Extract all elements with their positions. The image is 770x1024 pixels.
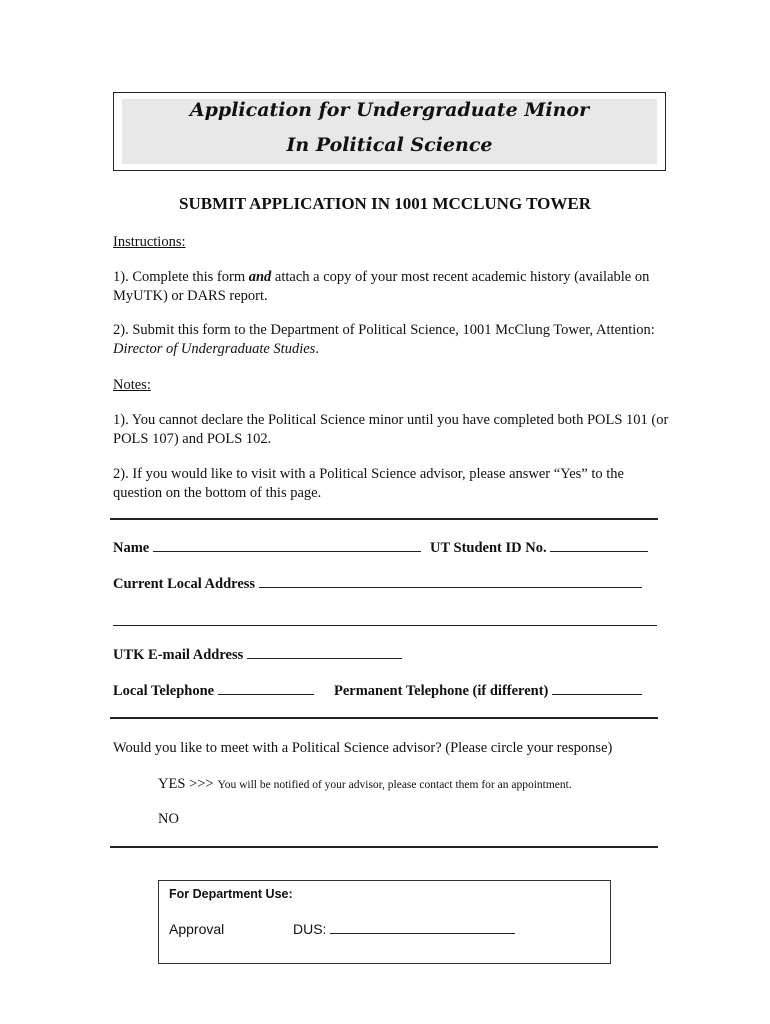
divider <box>110 518 658 520</box>
department-use-box <box>158 880 611 964</box>
perm-phone-label: Permanent Telephone (if different) <box>334 683 549 699</box>
perm-phone-blank[interactable] <box>552 682 642 695</box>
instruction-item-2 <box>113 321 673 359</box>
advisor-question: Would you like to meet with a Political Science advisor? (Please circle your response) <box>113 740 613 756</box>
dus-field[interactable] <box>293 921 515 937</box>
email-label: UTK E-mail Address <box>113 647 244 663</box>
divider <box>110 846 658 848</box>
instruction-1-text-a: 1). Complete this form <box>113 269 249 285</box>
department-use-title: For Department Use: <box>169 887 293 901</box>
dus-blank[interactable] <box>330 921 515 934</box>
name-blank[interactable] <box>153 539 421 552</box>
approval-label: Approval <box>169 921 225 937</box>
note-item-1: 1). You cannot declare the Political Science minor until you have completed both POLS 101 (or POLS 107) and POLS 102. <box>113 412 669 447</box>
instruction-2-text-b: . <box>315 341 319 357</box>
address-field[interactable] <box>113 575 642 593</box>
note-item-2: 2). If you would like to visit with a Political Science advisor, please answer “Yes” to the question on the bottom of this page. <box>113 466 624 501</box>
dus-label: DUS: <box>293 921 327 937</box>
local-phone-field[interactable] <box>113 682 314 700</box>
page-subtitle: In Political Science <box>286 134 493 156</box>
divider <box>110 717 658 719</box>
name-field[interactable] <box>113 539 421 557</box>
no-option[interactable]: NO <box>158 811 179 827</box>
page-title: Application for Undergraduate Minor <box>189 99 590 121</box>
instruction-2-text-a: 2). Submit this form to the Department of Political Science, 1001 McClung Tower, Attention: <box>113 322 655 338</box>
yes-option[interactable] <box>158 775 572 793</box>
instruction-item-1 <box>113 268 673 306</box>
local-phone-blank[interactable] <box>218 682 314 695</box>
local-phone-label: Local Telephone <box>113 683 215 699</box>
student-id-field[interactable] <box>430 539 648 557</box>
notes-label: Notes: <box>113 377 151 393</box>
perm-phone-field[interactable] <box>334 682 642 700</box>
title-box <box>113 92 666 171</box>
address-label: Current Local Address <box>113 576 256 592</box>
student-id-label: UT Student ID No. <box>430 540 547 556</box>
instruction-2-emphasis: Director of Undergraduate Studies <box>113 341 316 357</box>
email-blank[interactable] <box>247 646 402 659</box>
yes-note: You will be notified of your advisor, please contact them for an appointment. <box>217 779 572 791</box>
instruction-1-text-b: attach a copy of your most recent academic history (available on MyUTK) or DARS report. <box>113 269 650 304</box>
yes-label[interactable]: YES >>> <box>158 776 214 792</box>
email-field[interactable] <box>113 646 402 664</box>
submit-heading: SUBMIT APPLICATION IN 1001 MCCLUNG TOWER <box>179 194 591 213</box>
instruction-1-emphasis: and <box>248 269 272 285</box>
student-id-blank[interactable] <box>550 539 648 552</box>
address-line-2[interactable] <box>113 625 657 626</box>
instructions-label: Instructions: <box>113 234 186 250</box>
name-label: Name <box>113 540 150 556</box>
address-blank[interactable] <box>259 575 642 588</box>
